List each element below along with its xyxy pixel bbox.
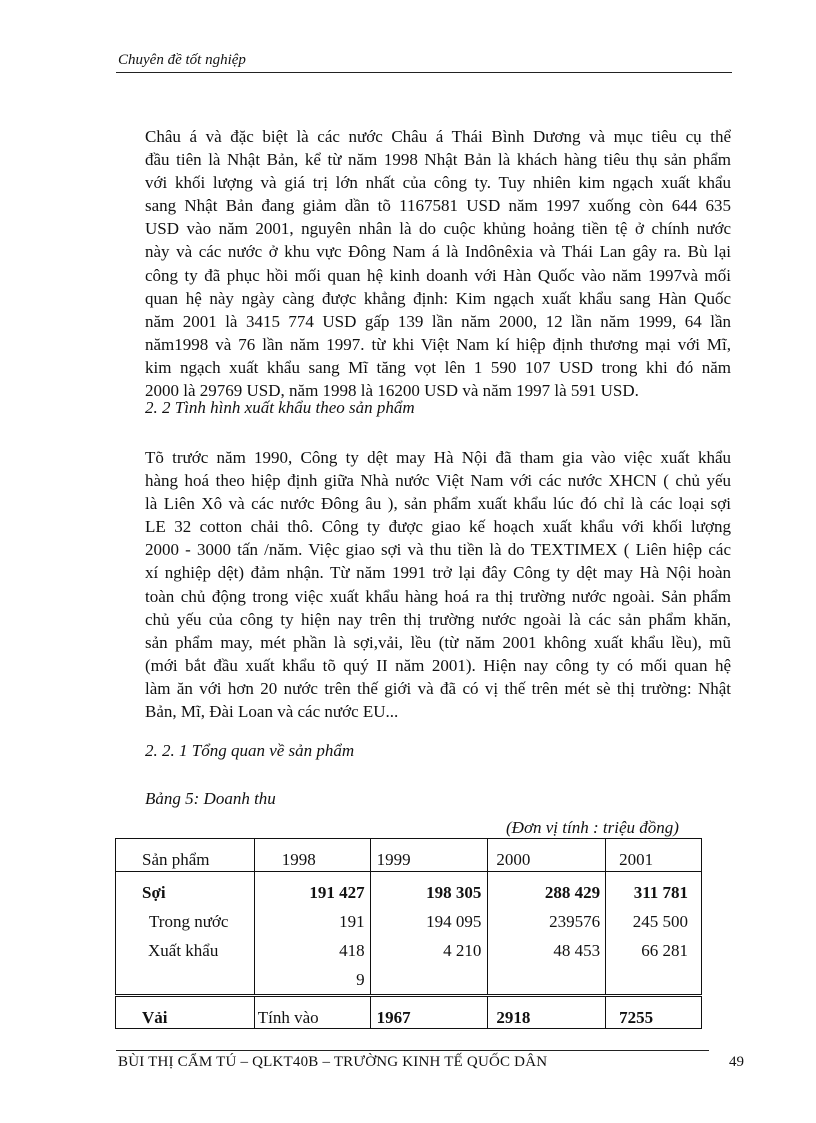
value-vai-1999: 1967 — [370, 996, 488, 1029]
paragraph-2-line: 2000 - 3000 tấn /năm. Việc giao sợi và thu tiền là do TEXTIMEX ( Liên hiệp các — [145, 540, 731, 560]
header-divider — [116, 72, 732, 73]
paragraph-1-line: công ty đã phục hồi mối quan hệ kinh doanh với Hàn Quốc vào năm 1997và mối — [145, 265, 731, 285]
paragraph-2-line: là Liên Xô và các nước Đông âu ), sản phẩm xuất khẩu lúc đó chỉ là các loại sợi — [145, 494, 731, 514]
paragraph-1-line: quan hệ này ngày càng được khẳng định: Kim ngạch xuất khẩu sang Hàn Quốc — [145, 288, 731, 308]
value-vai-2001: 7255 — [606, 996, 702, 1029]
footer-divider — [116, 1050, 709, 1051]
paragraph-1 — [145, 125, 731, 402]
value-vai-2000: 2918 — [488, 996, 606, 1029]
value-trong-nuoc-2000: 239576 — [549, 912, 601, 931]
value-soi-2001: 311 781 — [633, 883, 688, 902]
value-xuat-khau-1999: 4 210 — [443, 941, 482, 960]
paragraph-2-line: (mới bắt đầu xuất khẩu tõ quý II năm 2001). Hiện nay công ty có mối quan hệ — [145, 655, 731, 675]
paragraph-2-line: hàng hoá theo hiệp định giữa Nhà nước Việt Nam với các nước XHCN ( chủ yếu — [145, 471, 731, 491]
value-xuat-khau-2001: 66 281 — [641, 941, 688, 960]
value-trong-nuoc-1998-part2: 418 — [339, 941, 365, 960]
cell-1998 — [254, 872, 370, 996]
header-cell-product: Sản phẩm — [116, 839, 255, 872]
row-label-soi: Sợi — [142, 883, 166, 902]
value-soi-2000: 288 429 — [544, 883, 601, 902]
header-cell-1998: 1998 — [254, 839, 370, 872]
paragraph-1-line: Châu á và đặc biệt là các nước Châu á Thái Bình Dương và mục tiêu cụ thể — [145, 127, 731, 146]
revenue-table — [115, 838, 702, 1029]
cell-2000 — [488, 872, 606, 996]
value-vai-1998: Tính vào — [254, 996, 370, 1029]
paragraph-1-line: USD vào năm 2001, nguyên nhân là do cuộc khủng hoảng tiền tệ ở chính nước — [145, 219, 731, 239]
row-label-trong-nuoc: Trong nước — [149, 912, 229, 931]
paragraph-1-line: 2000 là 29769 USD, năm 1998 là 16200 USD và năm 1997 là 591 USD. — [145, 381, 639, 401]
paragraph-1-line: đầu tiên là Nhật Bản, kể từ năm 1998 Nhật Bản là khách hàng tiêu thụ sản phẩm — [145, 150, 731, 170]
paragraph-2-line: Tõ trước năm 1990, Công ty dệt may Hà Nội đã tham gia vào việc xuất khẩu — [145, 448, 731, 467]
header-cell-2001: 2001 — [606, 839, 702, 872]
product-cell-soi — [116, 872, 255, 996]
paragraph-2-line: LE 32 cotton chải thô. Công ty được giao kế hoạch xuất khẩu với khối lượng — [145, 517, 731, 537]
value-soi-1998: 191 427 — [309, 883, 365, 902]
paragraph-1-line: năm1998 và 76 lần năm 1997. từ khi Việt Nam kí hiệp định thương mại với Mĩ, — [145, 334, 731, 354]
paragraph-2-line: xí nghiệp dệt) đảm nhận. Từ năm 1991 trở lại đây Công ty dệt may Hà Nội hoàn — [145, 563, 731, 583]
paragraph-1-line: sang Nhật Bản đang giảm dần tõ 1167581 USD năm 1997 xuống còn 644 635 — [145, 196, 731, 216]
paragraph-2-line: chủ yếu của công ty hiện nay trên thị trường nước ngoài là các sản phẩm khăn, — [145, 609, 731, 629]
header-cell-1999: 1999 — [370, 839, 488, 872]
footer-author: BÙI THỊ CẨM TÚ – QLKT40B – TRƯỜNG KINH TẾ QUỐC DÂN — [118, 1054, 548, 1070]
table-row-vai — [116, 996, 702, 1029]
value-trong-nuoc-2001: 245 500 — [632, 912, 688, 931]
value-xuat-khau-2000: 48 453 — [553, 941, 601, 960]
paragraph-1-line: kim ngạch xuất khẩu sang Mĩ tăng vọt lên 1 590 107 USD trong khi đó năm — [145, 357, 731, 377]
cell-1999 — [370, 872, 488, 996]
cell-2001 — [606, 872, 702, 996]
running-header: Chuyên đề tốt nghiệp — [118, 52, 246, 68]
paragraph-2-line: Bản, Mĩ, Đài Loan và các nước EU... — [145, 702, 399, 722]
paragraph-1-line: này và các nước ở khu vực Đông Nam á là Indônêxia và Thái Lan gây ra. Bù lại — [145, 242, 731, 262]
table-caption: Bảng 5: Doanh thu — [145, 789, 276, 808]
paragraph-2-line: sản phẩm may, mét phần là sợi,vải, lều (từ năm 2001 không xuất khẩu lều), mũ — [145, 632, 731, 652]
paragraph-2-line: toàn chủ động trong việc xuất khẩu hàng hoá ra thị trường nước ngoài. Sản phẩm — [145, 586, 731, 606]
paragraph-2 — [145, 446, 731, 723]
subsection-heading: 2. 2. 1 Tổng quan về sản phẩm — [145, 741, 355, 760]
unit-note: (Đơn vị tính : triệu đồng) — [506, 818, 679, 837]
page-number: 49 — [729, 1054, 744, 1070]
value-trong-nuoc-1998-part3: 9 — [356, 970, 365, 989]
row-label-xuat-khau: Xuất khẩu — [148, 941, 219, 960]
value-soi-1999: 198 305 — [426, 883, 482, 902]
row-label-vai: Vải — [116, 996, 255, 1029]
table-row-soi — [116, 872, 702, 996]
value-trong-nuoc-1999: 194 095 — [426, 912, 482, 931]
section-heading: 2. 2 Tình hình xuất khẩu theo sản phẩm — [145, 398, 415, 417]
paragraph-1-line: với khối lượng và giá trị lớn nhất của công ty. Tuy nhiên kim ngạch xuất khẩu — [145, 173, 731, 193]
value-trong-nuoc-1998-part1: 191 — [339, 912, 365, 931]
paragraph-2-line: làm ăn với hơn 20 nước trên thế giới và đã có vị thế trên mét sè thị trường: Nhật — [145, 678, 731, 698]
table-header-row — [116, 839, 702, 872]
header-cell-2000: 2000 — [488, 839, 606, 872]
paragraph-1-line: năm 2001 là 3415 774 USD gấp 139 lần năm 2000, 12 lần năm 1999, 64 lần — [145, 311, 731, 331]
